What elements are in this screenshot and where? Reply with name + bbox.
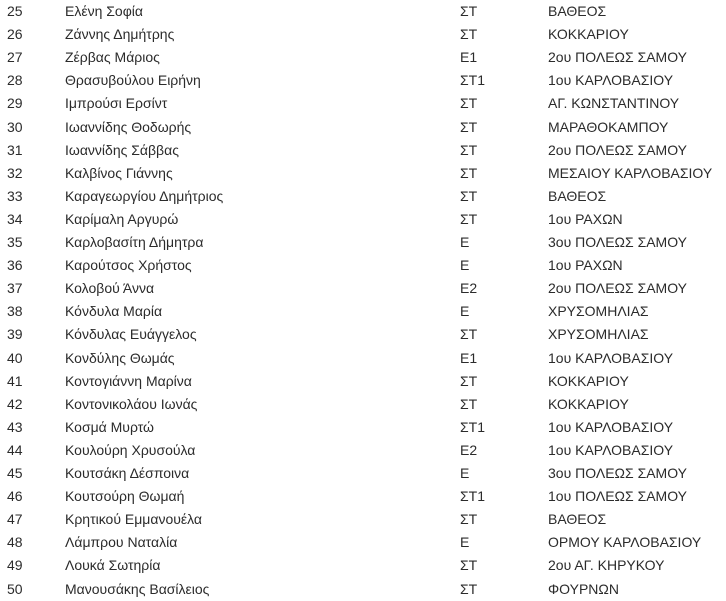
school-name: 1ου ΠΟΛΕΩΣ ΣΑΜΟΥ — [548, 488, 687, 505]
class-grade: ΣΤ — [460, 118, 478, 135]
student-name: Κοντονικολάου Ιωνάς — [65, 395, 198, 412]
table-row — [0, 254, 726, 277]
row-number: 40 — [7, 349, 23, 366]
row-number: 26 — [7, 26, 23, 43]
school-name: 2ου ΠΟΛΕΩΣ ΣΑΜΟΥ — [548, 280, 687, 297]
class-grade: ΣΤ — [460, 511, 478, 528]
class-grade: ΣΤ1 — [460, 72, 485, 89]
school-name: 1ου ΚΑΡΛΟΒΑΣΙΟΥ — [548, 72, 674, 89]
school-name: ΦΟΥΡΝΩΝ — [548, 580, 619, 597]
row-number: 36 — [7, 257, 23, 274]
table-row — [0, 69, 726, 92]
school-name: ΜΑΡΑΘΟΚΑΜΠΟΥ — [548, 118, 669, 135]
class-grade: ΣΤ — [460, 26, 478, 43]
school-name: 1ου ΚΑΡΛΟΒΑΣΙΟΥ — [548, 349, 674, 366]
table-row — [0, 46, 726, 69]
class-grade: Ε2 — [460, 441, 478, 458]
row-number: 50 — [7, 580, 23, 597]
table-row — [0, 508, 726, 531]
school-name: 2ου ΠΟΛΕΩΣ ΣΑΜΟΥ — [548, 141, 687, 158]
school-name: 1ου ΚΑΡΛΟΒΑΣΙΟΥ — [548, 441, 674, 458]
table-row — [0, 531, 726, 554]
school-name: ΜΕΣΑΙΟΥ ΚΑΡΛΟΒΑΣΙΟΥ — [548, 164, 713, 181]
row-number: 47 — [7, 511, 23, 528]
student-name: Καρούτσος Χρήστος — [65, 257, 192, 274]
table-row — [0, 277, 726, 300]
table-row — [0, 116, 726, 139]
row-number: 34 — [7, 210, 23, 227]
school-name: ΚΟΚΚΑΡΙΟΥ — [548, 395, 629, 412]
class-grade: Ε1 — [460, 349, 478, 366]
student-name: Κοντογιάννη Μαρίνα — [65, 372, 192, 389]
student-name: Κόνδυλα Μαρία — [65, 303, 163, 320]
class-grade: ΣΤ — [460, 3, 478, 19]
class-grade: ΣΤ — [460, 141, 478, 158]
class-grade: ΣΤ — [460, 580, 478, 597]
table-row — [0, 416, 726, 439]
row-number: 48 — [7, 534, 23, 551]
row-number: 44 — [7, 441, 23, 458]
table-row — [0, 439, 726, 462]
school-name: ΚΟΚΚΑΡΙΟΥ — [548, 372, 629, 389]
table-row — [0, 0, 726, 23]
student-name: Ιμπρούσι Ερσίντ — [65, 95, 168, 112]
class-grade: ΣΤ — [460, 326, 478, 343]
student-name: Κουτσάκη Δέσποινα — [65, 465, 190, 481]
student-name: Καλβίνος Γιάννης — [65, 164, 173, 181]
school-name: ΧΡΥΣΟΜΗΛΙΑΣ — [548, 326, 649, 343]
student-name: Ιωαννίδης Σάββας — [65, 141, 179, 158]
school-name: 3ου ΠΟΛΕΩΣ ΣΑΜΟΥ — [548, 234, 687, 250]
school-name: ΚΟΚΚΑΡΙΟΥ — [548, 26, 629, 43]
student-name: Κονδύλης Θωμάς — [65, 349, 175, 366]
table-row — [0, 393, 726, 416]
row-number: 27 — [7, 49, 23, 66]
student-name: Κουτσούρη Θωμαή — [65, 488, 185, 505]
student-name: Καραγεωργίου Δημήτριος — [65, 187, 224, 204]
row-number: 30 — [7, 118, 23, 135]
row-number: 43 — [7, 418, 23, 435]
row-number: 25 — [7, 3, 23, 19]
student-name: Θρασυβούλου Ειρήνη — [65, 72, 201, 89]
school-name: ΒΑΘΕΟΣ — [548, 3, 607, 19]
row-number: 35 — [7, 234, 23, 250]
student-name: Λάμπρου Ναταλία — [65, 534, 178, 551]
class-grade: ΣΤ — [460, 210, 478, 227]
table-row — [0, 554, 726, 577]
school-name: 2ου ΑΓ. ΚΗΡΥΚΟΥ — [548, 557, 665, 574]
row-number: 29 — [7, 95, 23, 112]
student-name: Μανουσάκης Βασίλειος — [65, 580, 210, 597]
school-name: 1ου ΡΑΧΩΝ — [548, 257, 623, 274]
row-number: 31 — [7, 141, 23, 158]
row-number: 41 — [7, 372, 23, 389]
student-name: Καρλοβασίτη Δήμητρα — [65, 234, 204, 250]
class-grade: Ε — [460, 465, 470, 481]
school-name: ΒΑΘΕΟΣ — [548, 511, 607, 528]
student-name: Ελένη Σοφία — [65, 3, 143, 19]
student-name: Κολοβού Άννα — [65, 280, 155, 297]
row-number: 32 — [7, 164, 23, 181]
class-grade: ΣΤ — [460, 95, 478, 112]
table-row — [0, 300, 726, 323]
table-row — [0, 231, 726, 254]
school-name: 1ου ΚΑΡΛΟΒΑΣΙΟΥ — [548, 418, 674, 435]
row-number: 38 — [7, 303, 23, 320]
row-number: 37 — [7, 280, 23, 297]
class-grade: ΣΤ1 — [460, 418, 485, 435]
school-name: 1ου ΡΑΧΩΝ — [548, 210, 623, 227]
class-grade: Ε — [460, 303, 470, 320]
row-number: 28 — [7, 72, 23, 89]
row-number: 42 — [7, 395, 23, 412]
class-grade: Ε — [460, 534, 470, 551]
table-row — [0, 185, 726, 208]
student-name: Κοσμά Μυρτώ — [65, 418, 154, 435]
table-row — [0, 370, 726, 393]
class-grade: ΣΤ — [460, 557, 478, 574]
class-grade: ΣΤ — [460, 164, 478, 181]
row-number: 46 — [7, 488, 23, 505]
class-grade: Ε — [460, 257, 470, 274]
school-name: ΒΑΘΕΟΣ — [548, 187, 607, 204]
table-row — [0, 208, 726, 231]
school-name: ΧΡΥΣΟΜΗΛΙΑΣ — [548, 303, 649, 320]
student-name: Κρητικού Εμμανουέλα — [65, 511, 203, 528]
student-name: Κουλούρη Χρυσούλα — [65, 441, 196, 458]
school-name: ΟΡΜΟΥ ΚΑΡΛΟΒΑΣΙΟΥ — [548, 534, 702, 551]
student-name: Κόνδυλας Ευάγγελος — [65, 326, 197, 343]
table-row — [0, 578, 726, 601]
table-row — [0, 462, 726, 485]
class-grade: Ε2 — [460, 280, 478, 297]
table-row — [0, 139, 726, 162]
school-name: ΑΓ. ΚΩΝΣΤΑΝΤΙΝΟΥ — [548, 95, 680, 112]
row-number: 49 — [7, 557, 23, 574]
row-number: 45 — [7, 465, 23, 481]
student-name: Λουκά Σωτηρία — [65, 557, 161, 574]
school-name: 3ου ΠΟΛΕΩΣ ΣΑΜΟΥ — [548, 465, 687, 481]
school-name: 2ου ΠΟΛΕΩΣ ΣΑΜΟΥ — [548, 49, 687, 66]
student-name: Καρίμαλη Αργυρώ — [65, 210, 179, 227]
table-row — [0, 323, 726, 346]
table-row — [0, 23, 726, 46]
table-row — [0, 347, 726, 370]
table-row — [0, 485, 726, 508]
table-row — [0, 162, 726, 185]
student-name: Ζέρβας Μάριος — [65, 49, 160, 66]
class-grade: Ε1 — [460, 49, 478, 66]
class-grade: Ε — [460, 234, 470, 250]
class-grade: ΣΤ — [460, 187, 478, 204]
class-grade: ΣΤ — [460, 372, 478, 389]
student-name: Ιωαννίδης Θοδωρής — [65, 118, 192, 135]
table-row — [0, 92, 726, 115]
student-name: Ζάννης Δημήτρης — [65, 26, 175, 43]
row-number: 33 — [7, 187, 23, 204]
row-number: 39 — [7, 326, 23, 343]
class-grade: ΣΤ — [460, 395, 478, 412]
class-grade: ΣΤ1 — [460, 488, 485, 505]
